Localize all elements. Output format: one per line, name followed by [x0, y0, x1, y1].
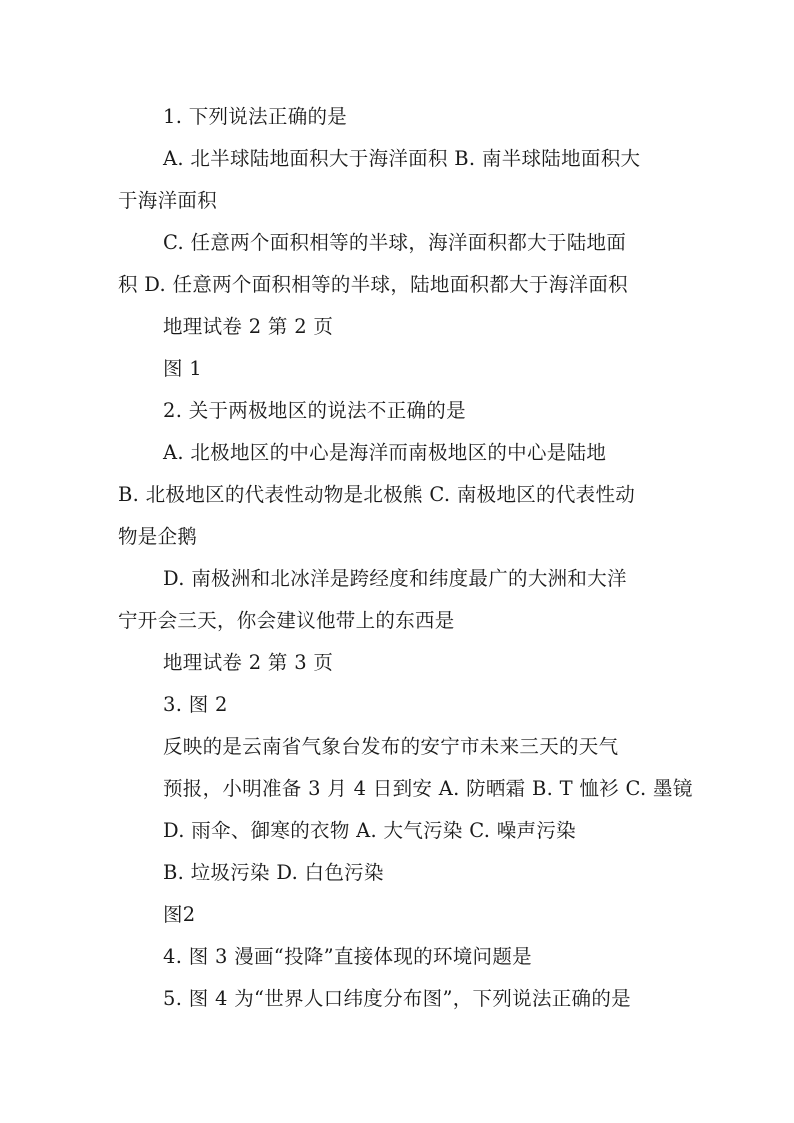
question-2-option-d: D. 南极洲和北冰洋是跨经度和纬度最广的大洲和大洋 [163, 567, 627, 590]
question-1-option-c: C. 任意两个面积相等的半球，海洋面积都大于陆地面 [163, 231, 627, 254]
question-2-stem: 2. 关于两极地区的说法不正确的是 [163, 399, 466, 422]
question-2-options-bc: B. 北极地区的代表性动物是北极熊 C. 南极地区的代表性动 [118, 483, 636, 506]
question-options-line-2: B. 垃圾污染 D. 白色污染 [163, 861, 384, 884]
question-5-stem: 5. 图 4 为“世界人口纬度分布图”，下列说法正确的是 [163, 987, 631, 1010]
question-1-options-ab: A. 北半球陆地面积大于海洋面积 B. 南半球陆地面积大 [163, 147, 641, 170]
question-2-options-bc-continued: 物是企鹅 [118, 525, 198, 548]
question-3-stem: 3. 图 2 [163, 693, 228, 716]
question-4-stem: 4. 图 3 漫画“投降”直接体现的环境问题是 [163, 945, 532, 968]
question-2-option-a: A. 北极地区的中心是海洋而南极地区的中心是陆地 [163, 441, 607, 464]
question-3-text: 反映的是云南省气象台发布的安宁市未来三天的天气 [163, 735, 619, 758]
question-options-line: D. 雨伞、御寒的衣物 A. 大气污染 C. 噪声污染 [163, 819, 576, 842]
figure-1-caption: 图 1 [163, 357, 203, 380]
question-1-options-ab-continued: 于海洋面积 [118, 189, 218, 212]
figure-2-caption: 图2 [163, 903, 196, 926]
question-1-option-d: 积 D. 任意两个面积相等的半球，陆地面积都大于海洋面积 [118, 273, 628, 296]
question-3-fragment: 宁开会三天，你会建议他带上的东西是 [118, 609, 455, 632]
question-3-text-continued: 预报，小明准备 3 月 4 日到安 A. 防晒霜 B. T 恤衫 C. 墨镜 [163, 777, 693, 800]
page-footer-2: 地理试卷 2 第 2 页 [163, 315, 334, 338]
question-1-stem: 1. 下列说法正确的是 [163, 105, 348, 128]
page-footer-3: 地理试卷 2 第 3 页 [163, 651, 334, 674]
